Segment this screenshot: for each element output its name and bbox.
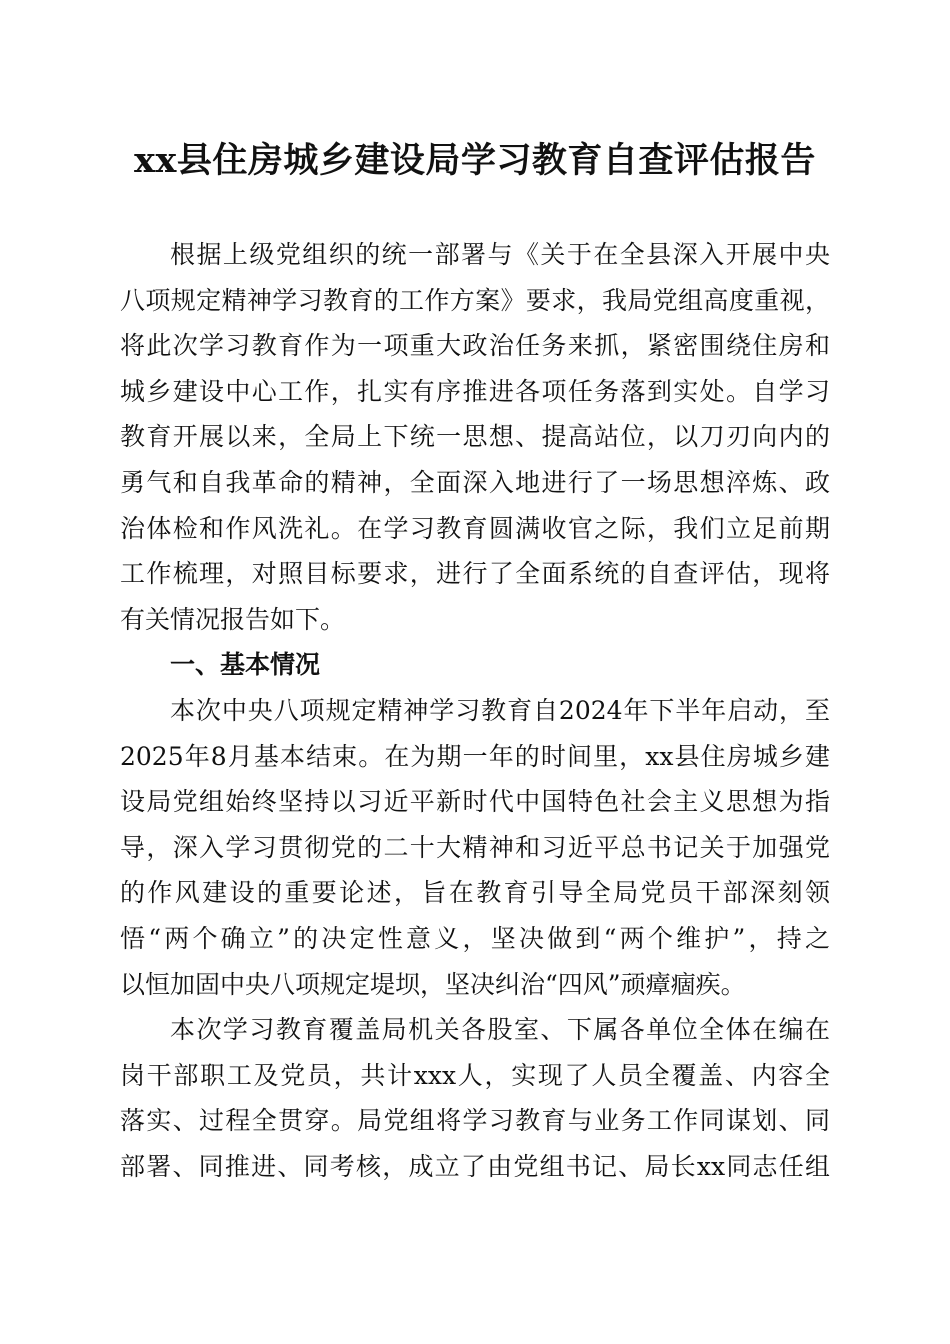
paragraph-line: 设局党组始终坚持以习近平新时代中国特色社会主义思想为指	[120, 787, 830, 817]
paragraph-line: 本次中央八项规定精神学习教育自2024年下半年启动，至	[170, 695, 830, 725]
intro-line: 有关情况报告如下。	[120, 604, 346, 634]
intro-line: 教育开展以来，全局上下统一思想、提高站位，以刀刃向内的	[120, 422, 830, 452]
paragraph-line: 悟“两个确立”的决定性意义，坚决做到“两个维护”，持之	[120, 923, 830, 953]
intro-line: 八项规定精神学习教育的工作方案》要求，我局党组高度重视，	[120, 285, 830, 315]
paragraph-line: 2025年8月基本结束。在为期一年的时间里，xx县住房城乡建	[120, 741, 830, 771]
document-body	[120, 232, 830, 1189]
paragraph-line: 本次学习教育覆盖局机关各股室、下属各单位全体在编在	[170, 1015, 830, 1045]
paragraph-line: 岗干部职工及党员，共计xxx人，实现了人员全覆盖、内容全	[120, 1060, 830, 1090]
intro-line: 治体检和作风洗礼。在学习教育圆满收官之际，我们立足前期	[120, 513, 830, 543]
intro-line: 根据上级党组织的统一部署与《关于在全县深入开展中央	[170, 240, 830, 269]
section-heading: 一、基本情况	[170, 650, 321, 680]
paragraph-line: 以恒加固中央八项规定堤坝，坚决纠治“四风”顽瘴痼疾。	[120, 969, 746, 999]
intro-line: 勇气和自我革命的精神，全面深入地进行了一场思想淬炼、政	[120, 467, 830, 497]
intro-line: 工作梳理，对照目标要求，进行了全面系统的自查评估，现将	[120, 559, 830, 589]
intro-line: 将此次学习教育作为一项重大政治任务来抓，紧密围绕住房和	[120, 331, 830, 361]
paragraph-line: 导，深入学习贯彻党的二十大精神和习近平总书记关于加强党	[120, 832, 830, 862]
paragraph-line: 的作风建设的重要论述，旨在教育引导全局党员干部深刻领	[120, 878, 830, 908]
document-title: xx县住房城乡建设局学习教育自查评估报告	[134, 140, 816, 181]
paragraph-line: 部署、同推进、同考核，成立了由党组书记、局长xx同志任组	[120, 1151, 830, 1181]
paragraph-line: 落实、过程全贯穿。局党组将学习教育与业务工作同谋划、同	[120, 1106, 830, 1136]
intro-line: 城乡建设中心工作，扎实有序推进各项任务落到实处。自学习	[120, 376, 830, 406]
